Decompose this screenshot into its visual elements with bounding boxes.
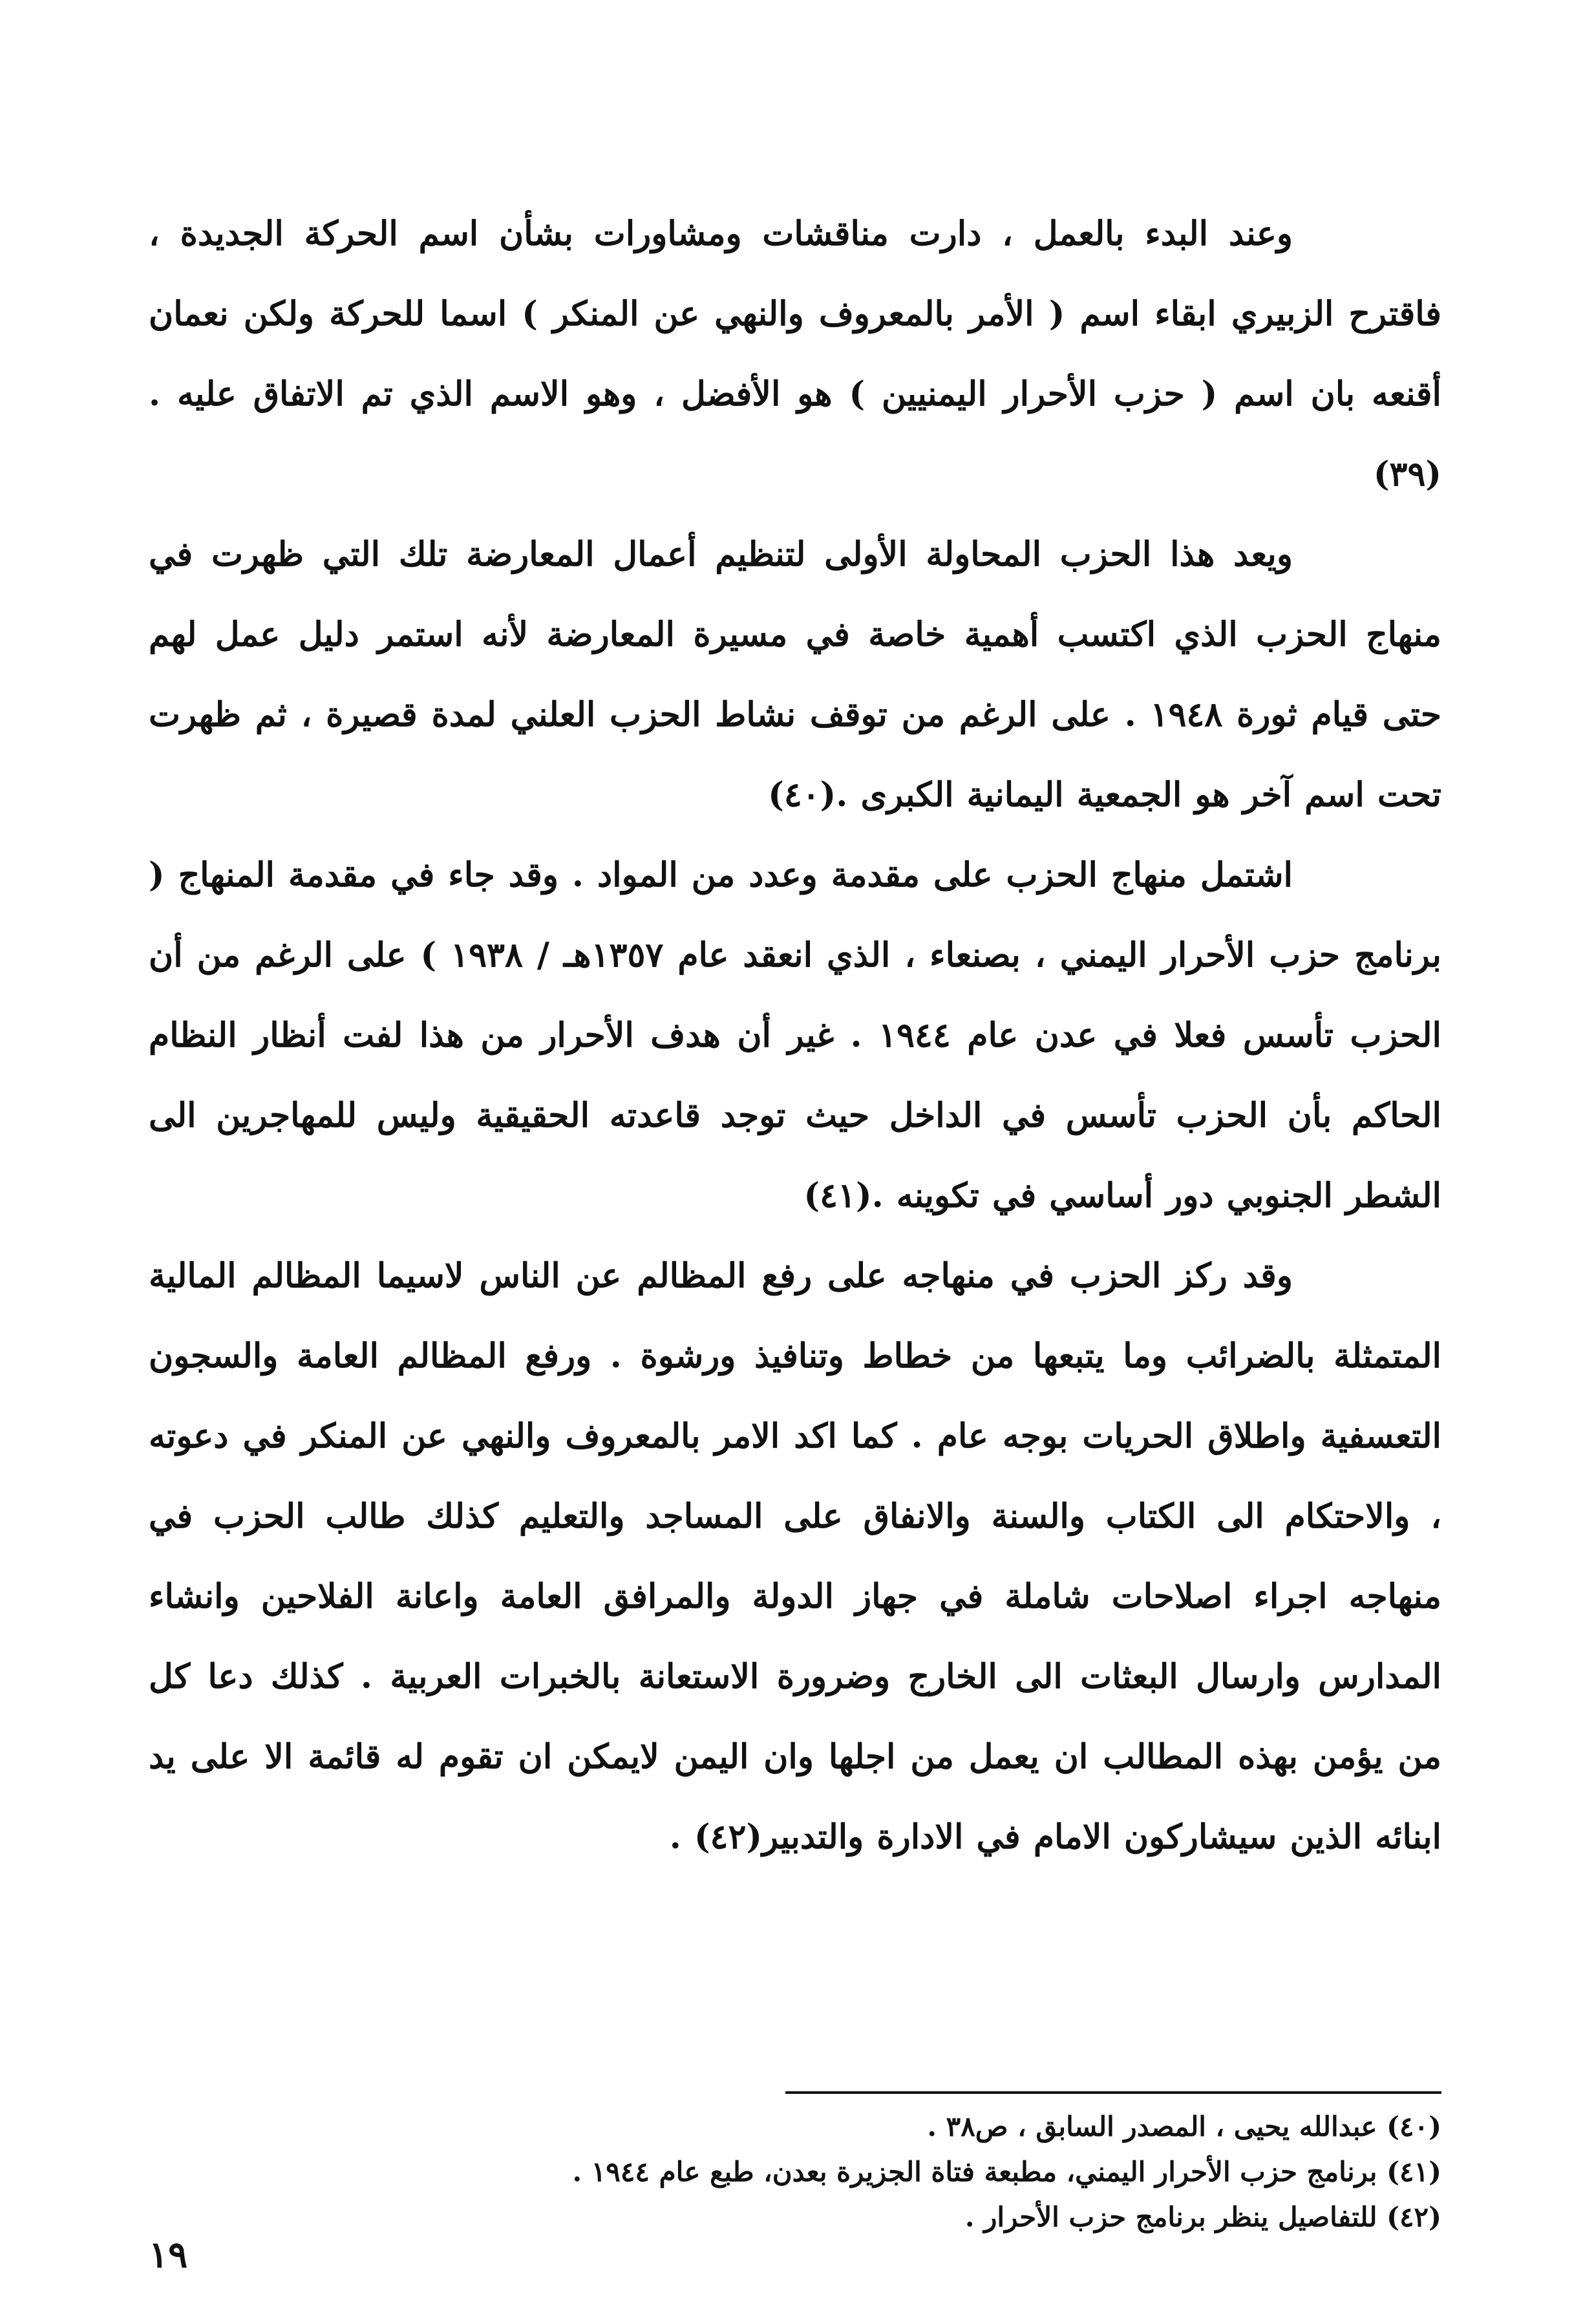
page-number: ١٩ <box>149 2233 188 2276</box>
paragraph: وعند البدء بالعمل ، دارت مناقشات ومشاورات بشأن اسم الحركة الجديدة ، فاقترح الزبيري ابقاء اسم ( الأمر بالمعروف والنهي عن المنكر ) اسما للحركة ولكن نعمان أقنعه بان اسم ( حزب الأحرار اليمنيين ) هو الأفضل ، وهو الاسم الذي تم الاتفاق عليه .(٣٩) <box>149 214 1441 494</box>
paragraph: اشتمل منهاج الحزب على مقدمة وعدد من المواد . وقد جاء في مقدمة المنهاج ( برنامج حزب الأحرار اليمني ، بصنعاء ، الذي انعقد عام ١٣٥٧هـ / ١٩٣٨ ) على الرغم من أن الحزب تأسس فعلا في عدن عام ١٩٤٤ . غير أن هدف الأحرار من هذا لفت أنظار النظام الحاكم بأن الحزب تأسس في الداخل حيث توجد قاعدته الحقيقية وليس للمهاجرين الى الشطر الجنوبي دور أساسي في تكوينه .(٤١) <box>149 855 1441 1215</box>
paragraph: ويعد هذا الحزب المحاولة الأولى لتنظيم أعمال المعارضة تلك التي ظهرت في منهاج الحزب الذي اكتسب أهمية خاصة في مسيرة المعارضة لأنه استمر دليل عمل لهم حتى قيام ثورة ١٩٤٨ . على الرغم من توقف نشاط الحزب العلني لمدة قصيرة ، ثم ظهرت تحت اسم آخر هو الجمعية اليمانية الكبرى .(٤٠) <box>149 535 1441 815</box>
footnote: (٤١) برنامج حزب الأحرار اليمني، مطبعة فتاة الجزيرة بعدن، طبع عام ١٩٤٤ . <box>572 2156 1441 2188</box>
footnote-divider <box>785 2091 1441 2094</box>
footnotes <box>149 2104 1441 2240</box>
footnote: (٤٠) عبدالله يحيى ، المصدر السابق ، ص٣٨ . <box>927 2111 1441 2142</box>
footnote: (٤٢) للتفاصيل ينظر برنامج حزب الأحرار . <box>964 2201 1441 2233</box>
main-text <box>149 194 1441 1877</box>
paragraph: وقد ركز الحزب في منهاجه على رفع المظالم عن الناس لاسيما المظالم المالية المتمثلة بالضرائب وما يتبعها من خطاط وتنافيذ ورشوة . ورفع المظالم العامة والسجون التعسفية واطلاق الحريات بوجه عام . كما اكد الامر بالمعروف والنهي عن المنكر في دعوته ، والاحتكام الى الكتاب والسنة والانفاق على المساجد والتعليم كذلك طالب الحزب في منهاجه اجراء اصلاحات شاملة في جهاز الدولة والمرافق العامة واعانة الفلاحين وانشاء المدارس وارسال البعثات الى الخارج وضرورة الاستعانة بالخبرات العربية . كذلك دعا كل من يؤمن بهذه المطالب ان يعمل من اجلها وان اليمن لايمكن ان تقوم له قائمة الا على يد ابنائه الذين سيشاركون الامام في الادارة والتدبير(٤٢) . <box>149 1256 1442 1857</box>
